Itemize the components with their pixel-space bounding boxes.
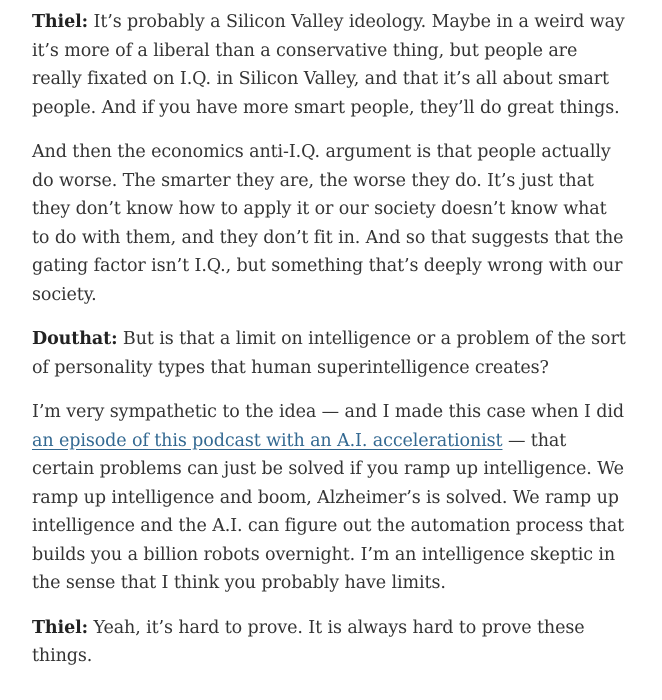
paragraph-thiel-1 (32, 8, 628, 122)
speaker-name: Douthat: (32, 329, 118, 349)
paragraph-text: But is that a limit on intelligence or a problem of the sort of personality types that human superintelligence creates? (32, 329, 626, 378)
article-body (32, 8, 628, 687)
paragraph-text: I’m very sympathetic to the idea — and I made this case when I did (32, 402, 624, 422)
paragraph-douthat-2 (32, 398, 628, 598)
paragraph-text: And then the economics anti-I.Q. argument is that people actually do worse. The smarter they are, the worse they do. It’s just that they don’t know how to apply it or our society doesn’t know what to do with them, and they don’t fit in. And so that suggests that the gating factor isn’t I.Q., but something that’s deeply wrong with our society. (32, 142, 624, 305)
speaker-name: Thiel: (32, 12, 89, 32)
paragraph-douthat-1 (32, 325, 628, 382)
paragraph-text: Yeah, it’s hard to prove. It is always hard to prove these things. (32, 617, 585, 666)
podcast-episode-link[interactable]: an episode of this podcast with an A.I. accelerationist (32, 430, 503, 451)
paragraph-thiel-2 (32, 138, 628, 309)
paragraph-thiel-3 (32, 614, 628, 671)
paragraph-text: — that certain problems can just be solved if you ramp up intelligence. We ramp up intelligence and boom, Alzheimer’s is solved. We ramp up intelligence and the A.I. can figure out the automation process that builds you a billion robots overnight. I’m an intelligence skeptic in the sense that I think you probably have limits. (32, 430, 625, 593)
paragraph-text: It’s probably a Silicon Valley ideology. Maybe in a weird way it’s more of a liberal than a conservative thing, but people are really fixated on I.Q. in Silicon Valley, and that it’s all about smart people. And if you have more smart people, they’ll do great things. (32, 12, 625, 118)
speaker-name: Thiel: (32, 617, 89, 638)
